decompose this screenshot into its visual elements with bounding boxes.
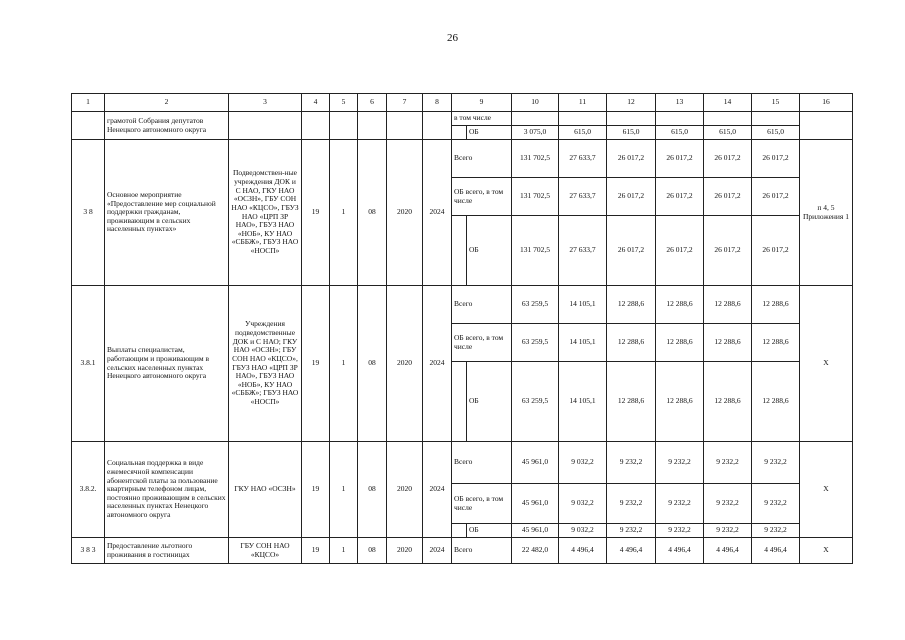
code-cell: 19 bbox=[302, 538, 330, 564]
table-cell bbox=[330, 112, 358, 140]
value-cell: 26 017,2 bbox=[656, 140, 704, 178]
header-cell: 4 bbox=[302, 94, 330, 112]
table-cell bbox=[358, 112, 387, 140]
code-cell: 2024 bbox=[423, 442, 452, 538]
table-cell bbox=[423, 112, 452, 140]
value-cell: 45 961,0 bbox=[512, 524, 559, 538]
code-cell: 2020 bbox=[387, 140, 423, 286]
value-cell: 27 633,7 bbox=[559, 178, 607, 216]
value-cell: 26 017,2 bbox=[704, 216, 752, 286]
value-cell: 9 232,2 bbox=[752, 524, 800, 538]
table-cell bbox=[452, 524, 467, 538]
code-cell: 08 bbox=[358, 442, 387, 538]
funding-label: ОБ всего, в том числе bbox=[452, 178, 512, 216]
code-cell: 2024 bbox=[423, 286, 452, 442]
value-cell: 26 017,2 bbox=[607, 140, 656, 178]
header-cell: 8 bbox=[423, 94, 452, 112]
table-cell bbox=[512, 112, 559, 126]
code-cell: 19 bbox=[302, 442, 330, 538]
value-cell: 9 232,2 bbox=[704, 524, 752, 538]
value-cell: 615,0 bbox=[656, 126, 704, 140]
value-cell: 26 017,2 bbox=[704, 178, 752, 216]
value-cell: 12 288,6 bbox=[656, 362, 704, 442]
table-row bbox=[72, 538, 853, 564]
executor-cell: ГКУ НАО «ОСЗН» bbox=[229, 442, 302, 538]
code-cell: 19 bbox=[302, 286, 330, 442]
funding-label: ОБ bbox=[467, 524, 512, 538]
value-cell: 12 288,6 bbox=[752, 286, 800, 324]
value-cell: 12 288,6 bbox=[656, 324, 704, 362]
table-row bbox=[72, 94, 853, 112]
header-cell: 9 bbox=[452, 94, 512, 112]
note-cell: п 4, 5 Приложения 1 bbox=[800, 140, 853, 286]
value-cell: 4 496,4 bbox=[607, 538, 656, 564]
table-cell bbox=[229, 112, 302, 140]
code-cell: 1 bbox=[330, 538, 358, 564]
value-cell: 26 017,2 bbox=[752, 178, 800, 216]
table-cell bbox=[559, 112, 607, 126]
value-cell: 12 288,6 bbox=[704, 324, 752, 362]
executor-cell: Учреждения подведомственные ДОК и С НАО; ГКУ НАО «ОСЗН»; ГБУ СОН НАО «КЦСО», ГБУЗ НАО «ЦРП ЗР НАО», ГБУЗ НАО «НОБ», КУ НАО «СББЖ»; ГБУЗ НАО «НОСП» bbox=[229, 286, 302, 442]
code-cell: 1 bbox=[330, 286, 358, 442]
table-cell bbox=[452, 126, 467, 140]
row-number: 3.8.2. bbox=[72, 442, 105, 538]
header-cell: 11 bbox=[559, 94, 607, 112]
code-cell: 19 bbox=[302, 140, 330, 286]
value-cell: 27 633,7 bbox=[559, 216, 607, 286]
value-cell: 45 961,0 bbox=[512, 442, 559, 484]
value-cell: 9 032,2 bbox=[559, 524, 607, 538]
value-cell: 615,0 bbox=[752, 126, 800, 140]
code-cell: 2020 bbox=[387, 442, 423, 538]
header-cell: 3 bbox=[229, 94, 302, 112]
note-cell: Х bbox=[800, 286, 853, 442]
value-cell: 131 702,5 bbox=[512, 216, 559, 286]
note-cell: Х bbox=[800, 442, 853, 538]
value-cell: 131 702,5 bbox=[512, 178, 559, 216]
funding-label: ОБ bbox=[467, 362, 512, 442]
value-cell: 9 232,2 bbox=[704, 484, 752, 524]
table-cell bbox=[656, 112, 704, 126]
header-cell: 5 bbox=[330, 94, 358, 112]
header-cell: 1 bbox=[72, 94, 105, 112]
funding-label: Всего bbox=[452, 286, 512, 324]
table-cell bbox=[387, 112, 423, 140]
header-cell: 2 bbox=[105, 94, 229, 112]
value-cell: 12 288,6 bbox=[752, 324, 800, 362]
measure-name: грамотой Собрания депутатов Ненецкого автономного округа bbox=[105, 112, 229, 140]
code-cell: 08 bbox=[358, 538, 387, 564]
header-cell: 13 bbox=[656, 94, 704, 112]
measure-name: Выплаты специалистам, работающим и проживающим в сельских населенных пунктах Ненецкого автономного округа bbox=[105, 286, 229, 442]
value-cell: 615,0 bbox=[559, 126, 607, 140]
value-cell: 26 017,2 bbox=[656, 216, 704, 286]
row-number: 3.8.1 bbox=[72, 286, 105, 442]
table-cell bbox=[704, 112, 752, 126]
value-cell: 63 259,5 bbox=[512, 324, 559, 362]
value-cell: 27 633,7 bbox=[559, 140, 607, 178]
code-cell: 08 bbox=[358, 286, 387, 442]
value-cell: 131 702,5 bbox=[512, 140, 559, 178]
table-cell bbox=[607, 112, 656, 126]
value-cell: 26 017,2 bbox=[607, 216, 656, 286]
value-cell: 12 288,6 bbox=[752, 362, 800, 442]
code-cell: 2020 bbox=[387, 538, 423, 564]
value-cell: 9 232,2 bbox=[752, 442, 800, 484]
value-cell: 9 232,2 bbox=[607, 442, 656, 484]
value-cell: 45 961,0 bbox=[512, 484, 559, 524]
value-cell: 12 288,6 bbox=[704, 362, 752, 442]
value-cell: 26 017,2 bbox=[704, 140, 752, 178]
value-cell: 615,0 bbox=[704, 126, 752, 140]
table-row bbox=[72, 112, 853, 126]
code-cell: 2024 bbox=[423, 538, 452, 564]
header-cell: 12 bbox=[607, 94, 656, 112]
value-cell: 14 105,1 bbox=[559, 362, 607, 442]
table-cell bbox=[800, 112, 853, 140]
header-cell: 6 bbox=[358, 94, 387, 112]
header-cell: 10 bbox=[512, 94, 559, 112]
row-number: 3 8 3 bbox=[72, 538, 105, 564]
program-table bbox=[71, 93, 853, 564]
table-cell bbox=[302, 112, 330, 140]
funding-label: в том числе bbox=[452, 112, 512, 126]
header-cell: 16 bbox=[800, 94, 853, 112]
value-cell: 12 288,6 bbox=[607, 286, 656, 324]
value-cell: 26 017,2 bbox=[656, 178, 704, 216]
funding-label: Всего bbox=[452, 140, 512, 178]
funding-label: Всего bbox=[452, 538, 512, 564]
table-cell bbox=[452, 216, 467, 286]
value-cell: 14 105,1 bbox=[559, 324, 607, 362]
table-cell bbox=[752, 112, 800, 126]
value-cell: 26 017,2 bbox=[752, 216, 800, 286]
value-cell: 12 288,6 bbox=[607, 324, 656, 362]
value-cell: 4 496,4 bbox=[704, 538, 752, 564]
value-cell: 63 259,5 bbox=[512, 286, 559, 324]
value-cell: 4 496,4 bbox=[656, 538, 704, 564]
code-cell: 2024 bbox=[423, 140, 452, 286]
code-cell: 1 bbox=[330, 140, 358, 286]
note-cell: Х bbox=[800, 538, 853, 564]
value-cell: 9 232,2 bbox=[752, 484, 800, 524]
value-cell: 22 482,0 bbox=[512, 538, 559, 564]
table-row bbox=[72, 286, 853, 324]
table-row bbox=[72, 140, 853, 178]
value-cell: 9 232,2 bbox=[656, 524, 704, 538]
value-cell: 63 259,5 bbox=[512, 362, 559, 442]
value-cell: 12 288,6 bbox=[704, 286, 752, 324]
measure-name: Социальная поддержка в виде ежемесячной компенсации абонентской платы за пользование квартирным телефоном лицам, постоянно проживающим в сельских населенных пунктах Ненецкого автономного округа bbox=[105, 442, 229, 538]
code-cell: 2020 bbox=[387, 286, 423, 442]
value-cell: 4 496,4 bbox=[559, 538, 607, 564]
code-cell: 1 bbox=[330, 442, 358, 538]
table-cell bbox=[452, 362, 467, 442]
value-cell: 3 075,0 bbox=[512, 126, 559, 140]
value-cell: 9 232,2 bbox=[607, 524, 656, 538]
table-cell bbox=[72, 112, 105, 140]
value-cell: 14 105,1 bbox=[559, 286, 607, 324]
funding-label: ОБ всего, в том числе bbox=[452, 484, 512, 524]
measure-name: Основное мероприятие «Предоставление мер социальной поддержки гражданам, проживающим в сельских населенных пунктах» bbox=[105, 140, 229, 286]
value-cell: 12 288,6 bbox=[656, 286, 704, 324]
value-cell: 9 032,2 bbox=[559, 484, 607, 524]
executor-cell: Подведомствен-ные учреждения ДОК и С НАО, ГКУ НАО «ОСЗН», ГБУ СОН НАО «КЦСО», ГБУЗ НАО «ЦРП ЗР НАО», ГБУЗ НАО «НОБ», КУ НАО «СББЖ», ГБУЗ НАО «НОСП» bbox=[229, 140, 302, 286]
value-cell: 9 032,2 bbox=[559, 442, 607, 484]
executor-cell: ГБУ СОН НАО «КЦСО» bbox=[229, 538, 302, 564]
header-cell: 7 bbox=[387, 94, 423, 112]
funding-label: ОБ bbox=[467, 126, 512, 140]
page-number: 26 bbox=[447, 32, 458, 44]
value-cell: 9 232,2 bbox=[607, 484, 656, 524]
value-cell: 9 232,2 bbox=[656, 442, 704, 484]
value-cell: 4 496,4 bbox=[752, 538, 800, 564]
funding-label: Всего bbox=[452, 442, 512, 484]
measure-name: Предоставление льготного проживания в гостиницах bbox=[105, 538, 229, 564]
value-cell: 12 288,6 bbox=[607, 362, 656, 442]
value-cell: 26 017,2 bbox=[607, 178, 656, 216]
value-cell: 615,0 bbox=[607, 126, 656, 140]
funding-label: ОБ bbox=[467, 216, 512, 286]
funding-label: ОБ всего, в том числе bbox=[452, 324, 512, 362]
value-cell: 26 017,2 bbox=[752, 140, 800, 178]
code-cell: 08 bbox=[358, 140, 387, 286]
value-cell: 9 232,2 bbox=[656, 484, 704, 524]
header-cell: 14 bbox=[704, 94, 752, 112]
header-cell: 15 bbox=[752, 94, 800, 112]
value-cell: 9 232,2 bbox=[704, 442, 752, 484]
table-row bbox=[72, 442, 853, 484]
row-number: 3 8 bbox=[72, 140, 105, 286]
